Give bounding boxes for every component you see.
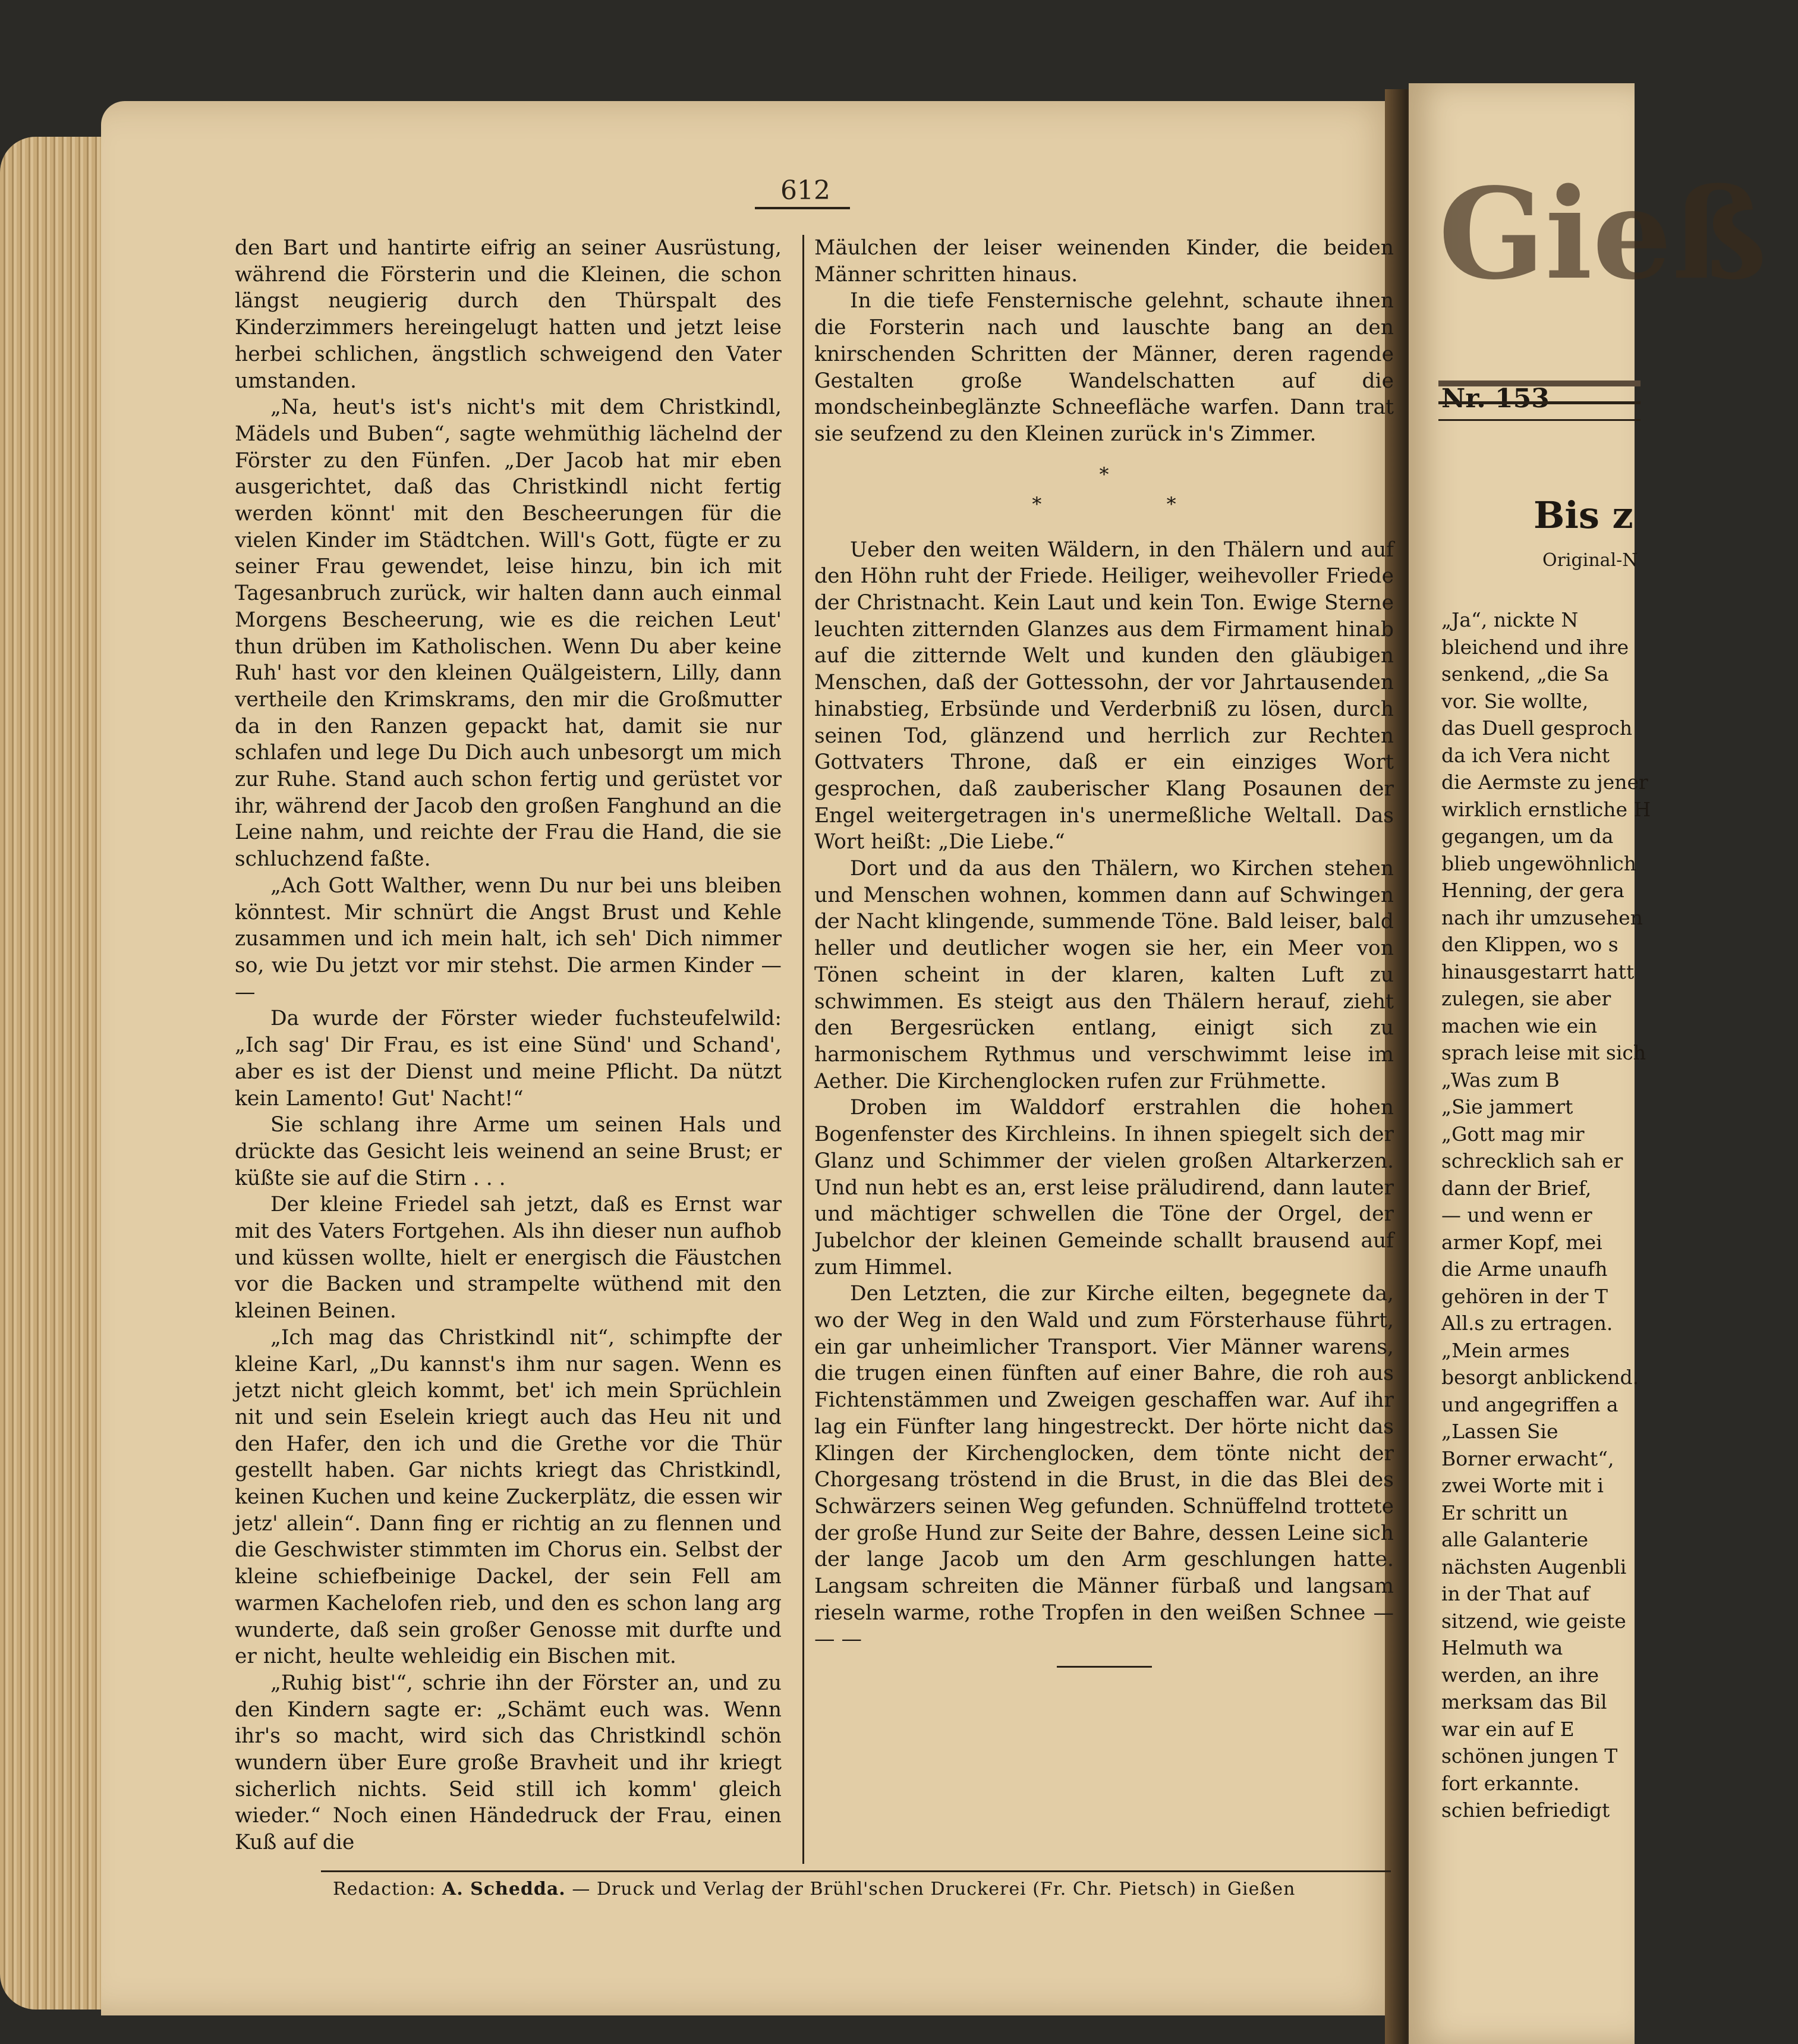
facing-article-title: Bis z <box>1534 493 1633 537</box>
paragraph: Droben im Walddorf erstrahlen die hohen Bogenfenster des Kirchleins. In ihnen spiegelt sich der Glanz und Schimmer der vielen großen Altarkerzen. Und nun hebt es an, erst leise präludirend, dann lauter und mächtiger schwellen die Töne der Orgel, der Jubelchor der kleinen Gemeinde schallt brausend auf zum Himmel. <box>814 1096 1394 1279</box>
facing-text-line: in der That auf <box>1441 1582 1590 1605</box>
facing-text-line: Helmuth wa <box>1441 1636 1563 1659</box>
imprint-footer <box>333 1879 1403 1900</box>
paragraph: Den Letzten, die zur Kirche eilten, begegnete da, wo der Weg in den Wald und zum Försterhause führt, ein gar unheimlicher Transport. Vier Männer warens, die trugen einen fünften auf einer Bahre, die roh aus Fichtenstämmen und Zweigen geschaffen war. Auf ihr lag ein Fünfter lang hingestreckt. Der hörte nicht das Klingen der Kirchenglocken, dem tönte nicht der Chorgesang tröstend in die Brust, in die das Blei des Schwärzers seinen Weg gefunden. Schnüffelnd trottete der große Hund zur Seite der Bahre, dessen Leine sich der lange Jacob um den Arm geschlungen hatte. Langsam schreiten die Männer fürbaß und langsam rieseln warme, rothe Tropfen in den weißen Schnee — — — <box>814 1282 1394 1652</box>
left-column <box>235 235 782 1856</box>
facing-rule <box>1438 401 1640 404</box>
facing-issue-number: Nr. 153 <box>1441 383 1550 414</box>
facing-masthead: Gieß <box>1438 161 1767 307</box>
paragraph: Sie schlang ihre Arme um seinen Hals und drückte das Gesicht leis weinend an seine Brust; er küßte sie auf die Stirn . . . <box>235 1113 782 1190</box>
paragraph: Ueber den weiten Wäldern, in den Thälern und auf den Höhn ruht der Friede. Heiliger, weihevoller Friede der Christnacht. Kein Laut und kein Ton. Ewige Sterne leuchten zitternden Glanzes aus dem Firmament hinab auf die zitternde Welt und kunden den gläubigen Menschen, daß der Gottessohn, der vor Jahrtausenden hinabstieg, Erbsünde und Verderbniß zu lösen, durch seinen Tod, glänzend und herrlich zur Rechten Gottvaters Throne, daß er ein einziges Wort gesprochen, daß zauberischer Klang Posaunen der Engel weitergetragen in's unermeßliche Weltall. Das Wort heißt: „Die Liebe.“ <box>814 537 1394 854</box>
facing-page <box>1409 83 1767 2044</box>
page-number-rule <box>755 207 850 209</box>
paragraph: „Ruhig bist'“, schrie ihn der Förster an, und zu den Kindern sagte er: „Schämt euch was. Wenn ihr's so macht, wird sich das Christkindl schön wundern über Eure große Bravheit und ihr kriegt sicherlich nichts. Seid still ich komm' gleich wieder.“ Noch einen Händedruck der Frau, einen Kuß auf die <box>235 1671 782 1855</box>
asterism-separator <box>814 460 1394 519</box>
article-end-rule <box>1057 1666 1152 1668</box>
facing-text-line: blieb ungewöhnlich <box>1441 851 1637 875</box>
paragraph: „Ach Gott Walther, wenn Du nur bei uns bleiben könntest. Mir schnürt die Angst Brust und Kehle zusammen und ich mein halt, ich seh' Dich nimmer so, wie Du jetzt vor mir stehst. Die armen Kinder — — <box>235 873 782 1004</box>
facing-text-line: nächsten Augenbli <box>1441 1555 1627 1578</box>
facing-text-line: wirklich ernstliche H <box>1441 797 1651 821</box>
facing-text-line: „Ja“, nickte N <box>1441 608 1579 631</box>
facing-text-line: merksam das Bil <box>1441 1690 1607 1713</box>
footer-rule <box>321 1870 1391 1872</box>
paragraph: Mäulchen der leiser weinenden Kinder, die beiden Männer schritten hinaus. <box>814 236 1394 287</box>
facing-text-line: „Lassen Sie <box>1441 1420 1558 1443</box>
facing-text-line: und angegriffen a <box>1441 1392 1618 1416</box>
page-number: 612 <box>780 175 830 206</box>
facing-text-line: zulegen, sie aber <box>1441 987 1611 1010</box>
facing-text-line: den Klippen, wo s <box>1441 933 1618 956</box>
facing-text-line: „Mein armes <box>1441 1338 1570 1362</box>
paragraph: „Na, heut's ist's nicht's mit dem Christkindl, Mädels und Buben“, sagte wehmüthig lächelnd der Förster zu den Fünfen. „Der Jacob hat mir eben ausgerichtet, daß das Christkindl nicht fertig werden könnt' mit den Bescheerungen für die vielen Kinder im Städtchen. Will's Gott, fügte er zu seiner Frau gewendet, leise hinzu, bin ich mit Tagesanbruch zurück, wir halten dann auch einmal Morgens Bescheerung, wie es die reichen Leut' thun drüben im Katholischen. Wenn Du aber keine Ruh' hast vor den kleinen Quälgeistern, Lilly, dann vertheile den Krimskrams, den mir die Großmutter da in den Ranzen gepackt hat, damit sie nur schlafen und lege Du Dich auch unbesorgt um mich zur Ruhe. Stand auch schon fertig und gerüstet vor ihr, während der Jacob den großen Fanghund an die Leine nahm, und reichte der Frau die Hand, die sie schluchzend faßte. <box>235 395 782 872</box>
facing-text-line: nach ihr umzusehen <box>1441 905 1643 929</box>
right-column <box>814 235 1394 1668</box>
facing-text-line: „Gott mag mir <box>1441 1122 1585 1146</box>
facing-text-line: schönen jungen T <box>1441 1744 1618 1768</box>
facing-text-line: Henning, der gera <box>1441 879 1624 902</box>
right-column-bottom <box>814 537 1394 1653</box>
facing-text-line: sprach leise mit sich <box>1441 1041 1646 1064</box>
facing-text-line: werden, an ihre <box>1441 1663 1599 1687</box>
facing-text-line: — und wenn er <box>1441 1203 1592 1227</box>
facing-text-line: „Sie jammert <box>1441 1095 1573 1118</box>
facing-text-line: Er schritt un <box>1441 1501 1568 1524</box>
facing-text-line: alle Galanterie <box>1441 1528 1588 1551</box>
facing-text-line: da ich Vera nicht <box>1441 743 1610 767</box>
facing-text-line: schien befriedigt <box>1441 1798 1610 1822</box>
facing-text-line: zwei Worte mit i <box>1441 1474 1604 1497</box>
facing-rule-thin <box>1438 419 1640 421</box>
facing-text-line: „Was zum B <box>1441 1068 1560 1092</box>
paragraph: „Ich mag das Christkindl nit“, schimpfte der kleine Karl, „Du kannst's ihm nur sagen. Wenn es jetzt nicht gleich kommt, bet' ich mein Sprüchlein nit und sein Eselein kriegt auch das Heu nit und den Hafer, den ich und die Grethe vor die Thür gestellt haben. Gar nichts kriegt das Christkindl, keinen Kuchen und keine Zuckerplätz, die essen wir jetz' allein“. Dann fing er richtig an zu flennen und die Geschwister stimmten im Chorus ein. Selbst der kleine schiefbeinige Dackel, der sein Fell am warmen Kachelofen rieb, und den es schon lang arg wunderte, daß sein großer Genosse mit durfte und er nicht, heulte wehleidig ein Bischen mit. <box>235 1325 782 1669</box>
facing-text-line: die Arme unaufh <box>1441 1257 1608 1281</box>
paragraph: Der kleine Friedel sah jetzt, daß es Ernst war mit des Vaters Fortgehen. Als ihn dieser nun aufhob und küssen wollte, hielt er energisch die Fäustchen vor die Backen und strampelte wüthend mit den kleinen Beinen. <box>235 1193 782 1323</box>
facing-text-line: das Duell gesproch <box>1441 716 1633 740</box>
asterism-bottom: * * <box>1032 492 1236 515</box>
facing-text <box>1441 606 1798 1824</box>
footer-label: Redaction: <box>333 1879 436 1900</box>
facing-text-line: bleichend und ihre <box>1441 635 1629 659</box>
paragraph: Da wurde der Förster wieder fuchsteufelwild: „Ich sag' Dir Frau, es ist eine Sünd' und Schand', aber es ist der Dienst und meine Pflicht. Da nützt kein Lamento! Gut' Nacht!“ <box>235 1007 782 1111</box>
facing-text-line: dann der Brief, <box>1441 1176 1592 1200</box>
facing-text-line: war ein auf E <box>1441 1717 1575 1741</box>
facing-text-line: schrecklich sah er <box>1441 1149 1623 1172</box>
facing-text-line: die Aermste zu jener <box>1441 771 1648 794</box>
facing-text-line: gehören in der T <box>1441 1284 1608 1308</box>
facing-text-line: gegangen, um da <box>1441 825 1614 848</box>
facing-text-line: armer Kopf, mei <box>1441 1230 1602 1254</box>
paragraph: In die tiefe Fensternische gelehnt, schaute ihnen die Forsterin nach und lauschte bang an den knirschenden Schritten der Männer, deren ragende Gestalten große Wandelschatten auf die mondscheinbeglänzte Schneefläche warfen. Dann trat sie seufzend zu den Kleinen zurück in's Zimmer. <box>814 289 1394 446</box>
asterism-top: * <box>1099 463 1109 486</box>
facing-text-line: sitzend, wie geiste <box>1441 1609 1626 1633</box>
facing-text-line: All.s zu ertragen. <box>1441 1312 1613 1335</box>
facing-text-line: machen wie ein <box>1441 1014 1598 1037</box>
facing-text-line: vor. Sie wollte, <box>1441 689 1589 713</box>
facing-text-line: hinausgestarrt hatt <box>1441 960 1635 983</box>
facing-article-subtitle: Original-N <box>1542 550 1638 571</box>
paragraph: den Bart und hantirte eifrig an seiner Ausrüstung, während die Försterin und die Kleinen, die schon längst neugierig durch den Thürspalt des Kinderzimmers hereingelugt hatten und jetzt leise herbei schlichen, ängstlich schweigend den Vater umstanden. <box>235 236 782 393</box>
facing-text-line: senkend, „die Sa <box>1441 662 1609 685</box>
facing-text-line: fort erkannte. <box>1441 1771 1580 1795</box>
right-column-top <box>814 235 1394 448</box>
paragraph: Dort und da aus den Thälern, wo Kirchen stehen und Menschen wohnen, kommen dann auf Schwingen der Nacht klingende, summende Töne. Bald leiser, bald heller und deutlicher wogen sie her, ein Meer von Tönen scheint in der klaren, kalten Luft zu schwimmen. Es steigt aus den Thälern herauf, zieht den Bergesrücken entlang, einigt sich zu harmonischem Rythmus und verschwimmt leise im Aether. Die Kirchenglocken rufen zur Frühmette. <box>814 857 1394 1093</box>
footer-editor: A. Schedda. <box>442 1879 566 1900</box>
column-divider <box>802 235 804 1864</box>
facing-text-line: Borner erwacht“, <box>1441 1446 1614 1470</box>
footer-imprint: — Druck und Verlag der Brühl'schen Druckerei (Fr. Chr. Pietsch) in Gießen <box>572 1879 1296 1900</box>
facing-text-line: besorgt anblickend. <box>1441 1366 1639 1389</box>
